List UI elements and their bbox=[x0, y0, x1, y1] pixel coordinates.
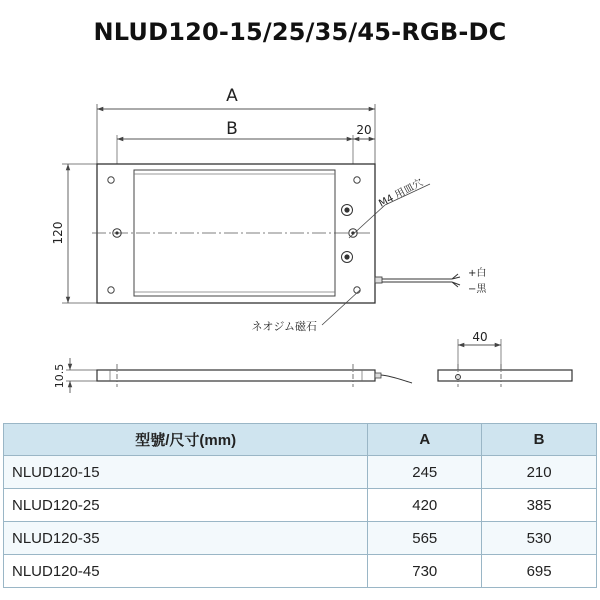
header-b: B bbox=[482, 424, 597, 456]
cell-a: 730 bbox=[368, 555, 482, 588]
table-row bbox=[4, 555, 597, 588]
cell-a: 420 bbox=[368, 489, 482, 522]
drawing-title: NLUD120-15/25/35/45-RGB-DC bbox=[93, 18, 507, 46]
cell-model: NLUD120-15 bbox=[4, 456, 368, 489]
dimension-10-5-label: 10.5 bbox=[53, 363, 66, 389]
spec-table bbox=[3, 423, 597, 588]
table-row bbox=[4, 489, 597, 522]
magnet-label: ネオジム磁石 bbox=[251, 320, 317, 333]
cell-a: 245 bbox=[368, 456, 482, 489]
cell-b: 385 bbox=[482, 489, 597, 522]
top-view bbox=[62, 104, 460, 325]
table-header-row bbox=[4, 424, 597, 456]
front-cable-gland bbox=[375, 373, 381, 378]
dimension-b-label: B bbox=[226, 119, 238, 139]
front-plate bbox=[97, 370, 375, 381]
dimension-40-label: 40 bbox=[472, 330, 488, 344]
header-a: A bbox=[368, 424, 482, 456]
cell-b: 530 bbox=[482, 522, 597, 555]
side-cable-exit bbox=[456, 375, 461, 380]
dimension-120-label: 120 bbox=[51, 221, 65, 245]
cell-b: 210 bbox=[482, 456, 597, 489]
table-row bbox=[4, 456, 597, 489]
header-model: 型號/尺寸(mm) bbox=[4, 424, 368, 456]
cell-model: NLUD120-25 bbox=[4, 489, 368, 522]
fork-terminal-black bbox=[452, 282, 460, 287]
dimension-20-label: 20 bbox=[356, 123, 372, 137]
front-cable bbox=[381, 375, 412, 383]
table-row bbox=[4, 522, 597, 555]
m4-hole-label: M4 用皿穴 bbox=[377, 177, 425, 210]
cell-a: 565 bbox=[368, 522, 482, 555]
dimension-a-label: A bbox=[226, 86, 238, 106]
cable-gland bbox=[375, 277, 382, 283]
wire-black-label: −黒 bbox=[468, 284, 487, 295]
fork-terminal-white bbox=[452, 274, 460, 279]
front-view bbox=[66, 358, 412, 393]
cell-model: NLUD120-35 bbox=[4, 522, 368, 555]
side-view bbox=[438, 339, 572, 387]
cell-b: 695 bbox=[482, 555, 597, 588]
wire-white-label: +白 bbox=[468, 268, 487, 279]
cell-model: NLUD120-45 bbox=[4, 555, 368, 588]
